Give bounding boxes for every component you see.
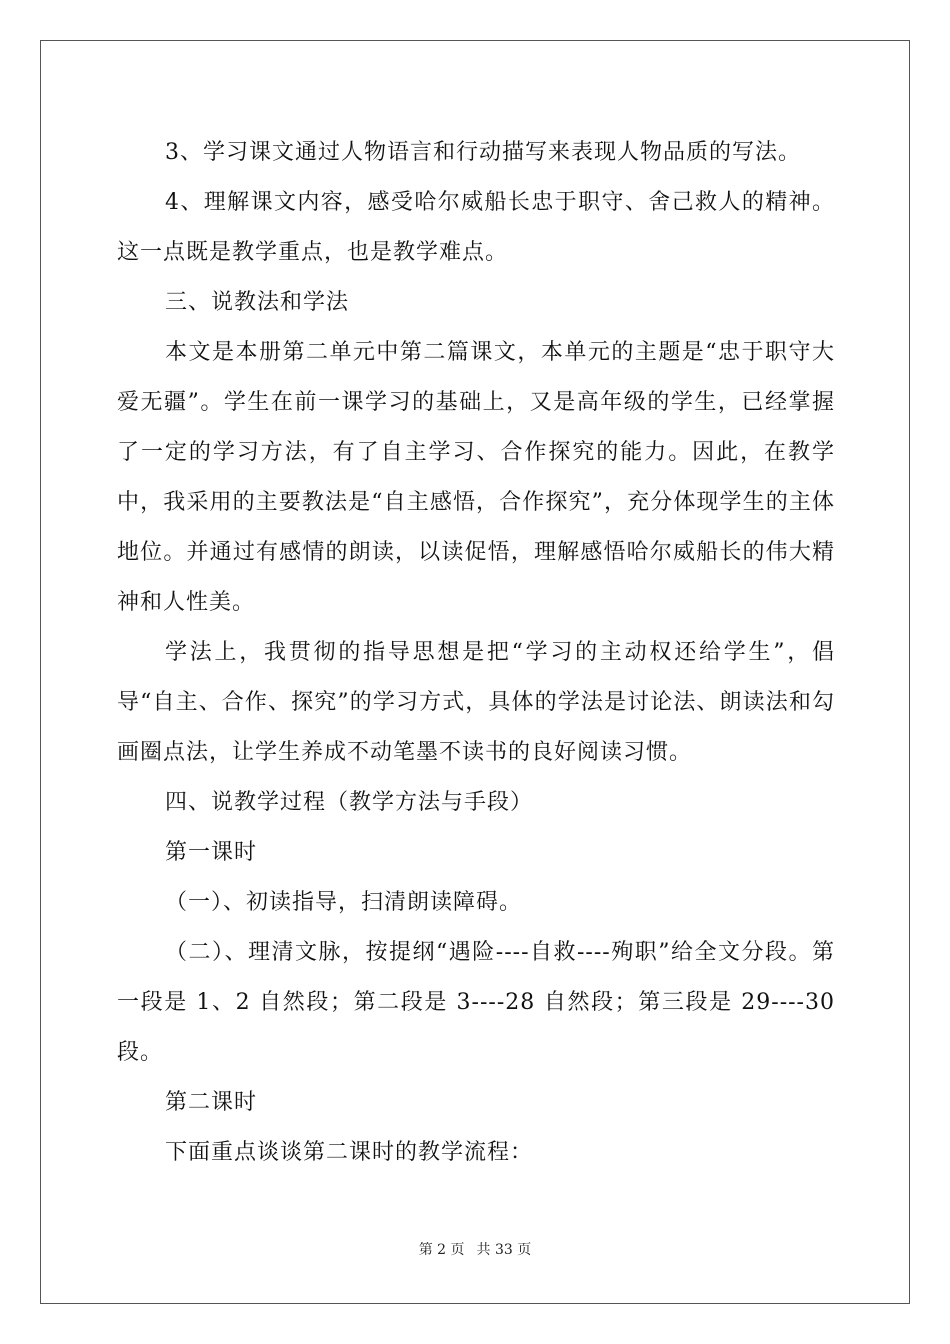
page-footer — [0, 1240, 950, 1260]
subheading-second-lesson: 第二课时 — [165, 1090, 258, 1115]
section-heading-teaching-process: 四、说教学过程（教学方法与手段） — [165, 790, 534, 815]
subheading-first-lesson: 第一课时 — [165, 840, 258, 865]
document-body — [117, 128, 835, 1178]
section-heading-teaching-methods: 三、说教法和学法 — [165, 290, 350, 315]
paragraph-step-two: （二）、理清文脉，按提纲“遇险----自救----殉职”给全文分段。第一段是 1、2 自然段；第二段是 3----28 自然段；第三段是 29----30 段。 — [117, 940, 835, 1065]
paragraph-learning-method: 学法上，我贯彻的指导思想是把“学习的主动权还给学生”，倡导“自主、合作、探究”的学习方式，具体的学法是讨论法、朗读法和勾画圈点法，让学生养成不动笔墨不读书的良好阅读习惯。 — [117, 640, 835, 765]
paragraph-second-lesson-intro: 下面重点谈谈第二课时的教学流程： — [165, 1140, 534, 1165]
paragraph-objective-4: 4、理解课文内容，感受哈尔威船长忠于职守、舍己救人的精神。这一点既是教学重点，也是教学难点。 — [117, 190, 835, 265]
page-total: 共 33 页 — [476, 1242, 532, 1258]
paragraph-teaching-method: 本文是本册第二单元中第二篇课文，本单元的主题是“忠于职守大爱无疆”。学生在前一课学习的基础上，又是高年级的学生，已经掌握了一定的学习方法，有了自主学习、合作探究的能力。因此，在教学中，我采用的主要教法是“自主感悟，合作探究”，充分体现学生的主体地位。并通过有感情的朗读，以读促悟，理解感悟哈尔威船长的伟大精神和人性美。 — [117, 340, 835, 615]
page-number: 第 2 页 — [418, 1242, 465, 1258]
paragraph-objective-3: 3、学习课文通过人物语言和行动描写来表现人物品质的写法。 — [165, 140, 801, 165]
paragraph-step-one: （一）、初读指导，扫清朗读障碍。 — [165, 890, 523, 915]
